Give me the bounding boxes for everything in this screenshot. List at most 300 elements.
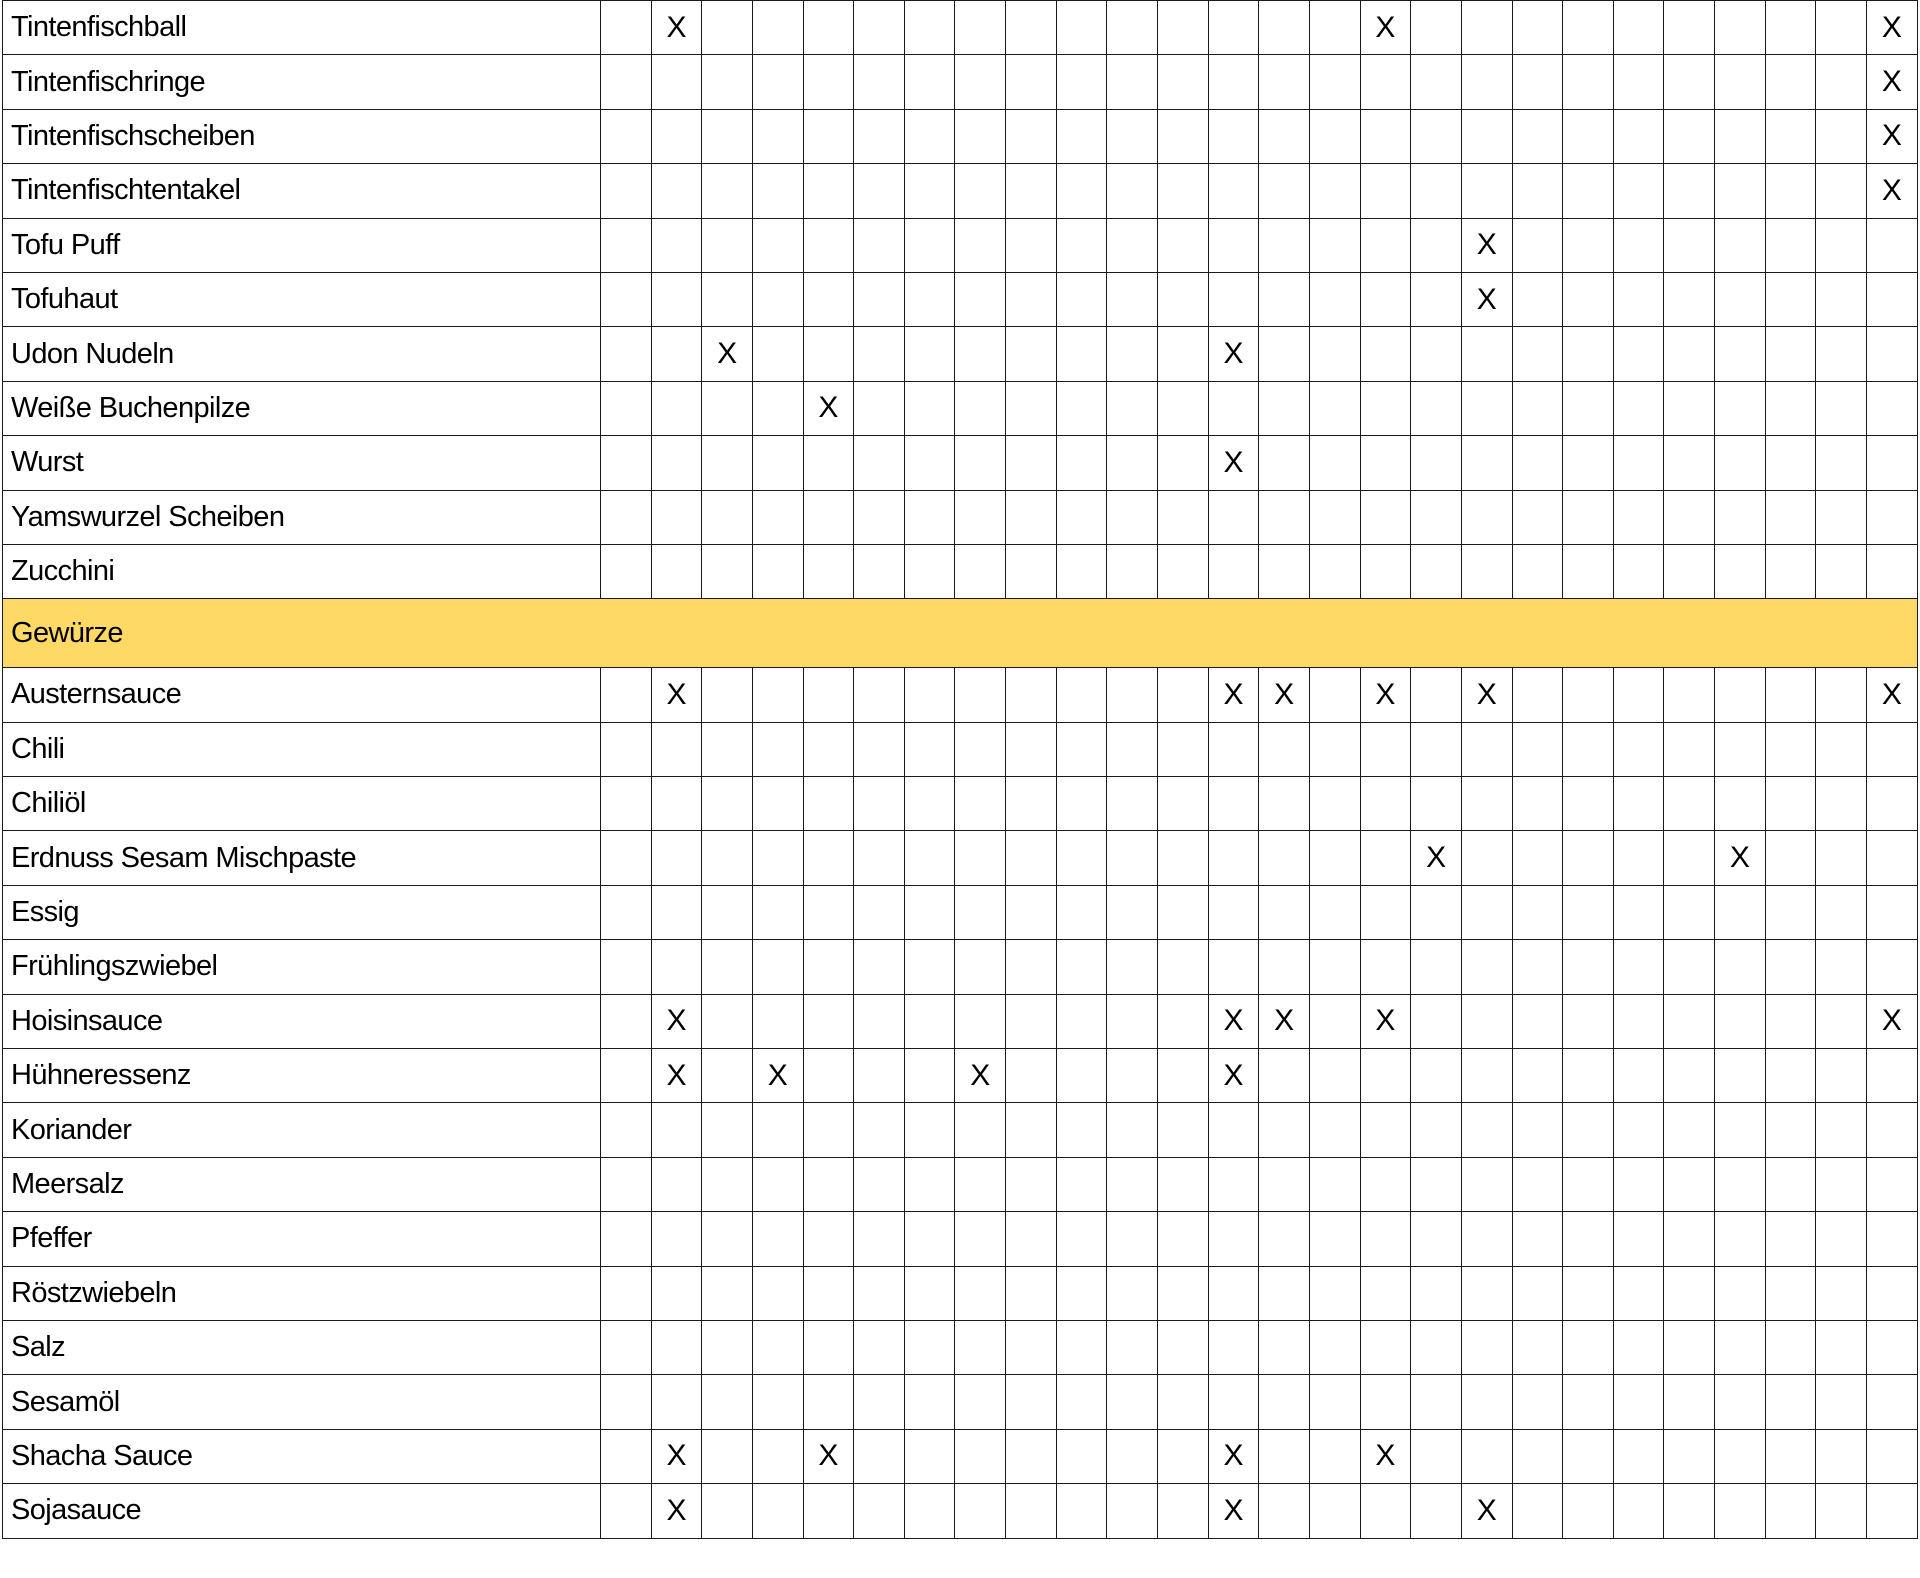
mark-cell-empty[interactable] bbox=[1259, 1049, 1310, 1103]
mark-cell-empty[interactable] bbox=[1107, 381, 1158, 435]
mark-cell-empty[interactable] bbox=[904, 109, 955, 163]
mark-cell-empty[interactable] bbox=[1563, 1212, 1614, 1266]
mark-cell-empty[interactable] bbox=[1765, 109, 1816, 163]
mark-cell-empty[interactable] bbox=[1664, 668, 1715, 722]
mark-cell-checked[interactable]: X bbox=[1259, 994, 1310, 1048]
mark-cell-empty[interactable] bbox=[1765, 1103, 1816, 1157]
mark-cell-empty[interactable] bbox=[904, 55, 955, 109]
mark-cell-empty[interactable] bbox=[955, 994, 1006, 1048]
mark-cell-empty[interactable] bbox=[1056, 490, 1107, 544]
mark-cell-empty[interactable] bbox=[1715, 1266, 1766, 1320]
mark-cell-empty[interactable] bbox=[1309, 777, 1360, 831]
mark-cell-empty[interactable] bbox=[1512, 1429, 1563, 1483]
mark-cell-empty[interactable] bbox=[904, 777, 955, 831]
mark-cell-empty[interactable] bbox=[803, 668, 854, 722]
mark-cell-empty[interactable] bbox=[1056, 1, 1107, 55]
mark-cell-empty[interactable] bbox=[854, 490, 905, 544]
mark-cell-empty[interactable] bbox=[1715, 109, 1766, 163]
mark-cell-empty[interactable] bbox=[904, 668, 955, 722]
mark-cell-empty[interactable] bbox=[1512, 490, 1563, 544]
mark-cell-checked[interactable]: X bbox=[1461, 218, 1512, 272]
mark-cell-empty[interactable] bbox=[1309, 55, 1360, 109]
mark-cell-empty[interactable] bbox=[904, 1320, 955, 1374]
mark-cell-empty[interactable] bbox=[1056, 327, 1107, 381]
mark-cell-empty[interactable] bbox=[1158, 1429, 1209, 1483]
mark-cell-empty[interactable] bbox=[702, 1212, 753, 1266]
mark-cell-empty[interactable] bbox=[651, 885, 702, 939]
mark-cell-empty[interactable] bbox=[1107, 1320, 1158, 1374]
mark-cell-empty[interactable] bbox=[651, 272, 702, 326]
mark-cell-empty[interactable] bbox=[752, 436, 803, 490]
mark-cell-empty[interactable] bbox=[702, 831, 753, 885]
mark-cell-empty[interactable] bbox=[1715, 668, 1766, 722]
mark-cell-empty[interactable] bbox=[1664, 885, 1715, 939]
mark-cell-empty[interactable] bbox=[1208, 1103, 1259, 1157]
mark-cell-empty[interactable] bbox=[1006, 544, 1057, 598]
mark-cell-empty[interactable] bbox=[955, 218, 1006, 272]
mark-cell-empty[interactable] bbox=[904, 490, 955, 544]
mark-cell-empty[interactable] bbox=[601, 994, 652, 1048]
mark-cell-empty[interactable] bbox=[752, 218, 803, 272]
mark-cell-empty[interactable] bbox=[651, 218, 702, 272]
mark-cell-empty[interactable] bbox=[651, 327, 702, 381]
mark-cell-empty[interactable] bbox=[803, 777, 854, 831]
mark-cell-empty[interactable] bbox=[1867, 1375, 1918, 1429]
mark-cell-empty[interactable] bbox=[1461, 1320, 1512, 1374]
mark-cell-empty[interactable] bbox=[1715, 436, 1766, 490]
mark-cell-empty[interactable] bbox=[1360, 544, 1411, 598]
mark-cell-empty[interactable] bbox=[1158, 327, 1209, 381]
mark-cell-empty[interactable] bbox=[1259, 940, 1310, 994]
mark-cell-empty[interactable] bbox=[1006, 1049, 1057, 1103]
mark-cell-checked[interactable]: X bbox=[752, 1049, 803, 1103]
mark-cell-empty[interactable] bbox=[1563, 436, 1614, 490]
mark-cell-empty[interactable] bbox=[601, 490, 652, 544]
mark-cell-empty[interactable] bbox=[1107, 272, 1158, 326]
mark-cell-empty[interactable] bbox=[1208, 1157, 1259, 1211]
mark-cell-empty[interactable] bbox=[1411, 218, 1462, 272]
mark-cell-empty[interactable] bbox=[1259, 777, 1310, 831]
mark-cell-empty[interactable] bbox=[803, 218, 854, 272]
ingredient-name-cell[interactable]: Austernsauce bbox=[3, 668, 601, 722]
mark-cell-empty[interactable] bbox=[1411, 436, 1462, 490]
mark-cell-empty[interactable] bbox=[1208, 164, 1259, 218]
mark-cell-empty[interactable] bbox=[1309, 831, 1360, 885]
ingredient-name-cell[interactable]: Tofu Puff bbox=[3, 218, 601, 272]
mark-cell-empty[interactable] bbox=[1208, 722, 1259, 776]
mark-cell-empty[interactable] bbox=[1158, 1049, 1209, 1103]
mark-cell-empty[interactable] bbox=[1816, 327, 1867, 381]
mark-cell-empty[interactable] bbox=[1715, 1157, 1766, 1211]
mark-cell-empty[interactable] bbox=[1512, 218, 1563, 272]
mark-cell-empty[interactable] bbox=[1006, 831, 1057, 885]
ingredient-name-cell[interactable]: Meersalz bbox=[3, 1157, 601, 1211]
mark-cell-empty[interactable] bbox=[601, 55, 652, 109]
mark-cell-empty[interactable] bbox=[904, 1266, 955, 1320]
ingredient-name-cell[interactable]: Yamswurzel Scheiben bbox=[3, 490, 601, 544]
mark-cell-empty[interactable] bbox=[1512, 1320, 1563, 1374]
mark-cell-empty[interactable] bbox=[1107, 490, 1158, 544]
mark-cell-empty[interactable] bbox=[651, 722, 702, 776]
mark-cell-empty[interactable] bbox=[1309, 164, 1360, 218]
mark-cell-empty[interactable] bbox=[803, 722, 854, 776]
mark-cell-empty[interactable] bbox=[1816, 55, 1867, 109]
mark-cell-empty[interactable] bbox=[651, 1157, 702, 1211]
mark-cell-empty[interactable] bbox=[1816, 1157, 1867, 1211]
mark-cell-empty[interactable] bbox=[1461, 1103, 1512, 1157]
mark-cell-empty[interactable] bbox=[1512, 1484, 1563, 1538]
ingredient-name-cell[interactable]: Sesamöl bbox=[3, 1375, 601, 1429]
mark-cell-empty[interactable] bbox=[1107, 1429, 1158, 1483]
mark-cell-empty[interactable] bbox=[1411, 55, 1462, 109]
mark-cell-empty[interactable] bbox=[1765, 381, 1816, 435]
mark-cell-empty[interactable] bbox=[1360, 1320, 1411, 1374]
mark-cell-empty[interactable] bbox=[1056, 1266, 1107, 1320]
mark-cell-empty[interactable] bbox=[1867, 1484, 1918, 1538]
mark-cell-empty[interactable] bbox=[702, 940, 753, 994]
mark-cell-checked[interactable]: X bbox=[1461, 668, 1512, 722]
mark-cell-empty[interactable] bbox=[1613, 1212, 1664, 1266]
mark-cell-empty[interactable] bbox=[1512, 164, 1563, 218]
mark-cell-empty[interactable] bbox=[1411, 164, 1462, 218]
mark-cell-empty[interactable] bbox=[601, 885, 652, 939]
ingredient-name-cell[interactable]: Tintenfischscheiben bbox=[3, 109, 601, 163]
mark-cell-empty[interactable] bbox=[1715, 218, 1766, 272]
mark-cell-empty[interactable] bbox=[955, 272, 1006, 326]
mark-cell-empty[interactable] bbox=[1309, 885, 1360, 939]
mark-cell-empty[interactable] bbox=[854, 1049, 905, 1103]
mark-cell-empty[interactable] bbox=[1613, 1429, 1664, 1483]
ingredient-name-cell[interactable]: Tintenfischtentakel bbox=[3, 164, 601, 218]
mark-cell-empty[interactable] bbox=[1867, 436, 1918, 490]
mark-cell-empty[interactable] bbox=[1309, 544, 1360, 598]
mark-cell-empty[interactable] bbox=[1816, 1320, 1867, 1374]
mark-cell-empty[interactable] bbox=[1563, 777, 1614, 831]
mark-cell-empty[interactable] bbox=[1056, 436, 1107, 490]
mark-cell-empty[interactable] bbox=[1765, 436, 1816, 490]
mark-cell-empty[interactable] bbox=[1512, 1157, 1563, 1211]
ingredient-name-cell[interactable]: Koriander bbox=[3, 1103, 601, 1157]
mark-cell-empty[interactable] bbox=[1360, 940, 1411, 994]
mark-cell-empty[interactable] bbox=[1259, 327, 1310, 381]
mark-cell-empty[interactable] bbox=[1765, 544, 1816, 598]
mark-cell-empty[interactable] bbox=[1006, 1375, 1057, 1429]
mark-cell-empty[interactable] bbox=[1411, 490, 1462, 544]
mark-cell-empty[interactable] bbox=[1867, 940, 1918, 994]
mark-cell-empty[interactable] bbox=[1715, 272, 1766, 326]
mark-cell-empty[interactable] bbox=[1765, 1429, 1816, 1483]
mark-cell-empty[interactable] bbox=[1512, 1103, 1563, 1157]
mark-cell-empty[interactable] bbox=[601, 327, 652, 381]
mark-cell-empty[interactable] bbox=[1259, 1484, 1310, 1538]
mark-cell-empty[interactable] bbox=[1664, 1, 1715, 55]
mark-cell-empty[interactable] bbox=[651, 1212, 702, 1266]
mark-cell-empty[interactable] bbox=[1158, 272, 1209, 326]
mark-cell-empty[interactable] bbox=[803, 1049, 854, 1103]
mark-cell-empty[interactable] bbox=[1867, 1212, 1918, 1266]
mark-cell-empty[interactable] bbox=[904, 1429, 955, 1483]
mark-cell-empty[interactable] bbox=[955, 1375, 1006, 1429]
mark-cell-empty[interactable] bbox=[1613, 544, 1664, 598]
mark-cell-empty[interactable] bbox=[1664, 1103, 1715, 1157]
mark-cell-empty[interactable] bbox=[1512, 327, 1563, 381]
mark-cell-empty[interactable] bbox=[955, 722, 1006, 776]
mark-cell-empty[interactable] bbox=[1461, 1266, 1512, 1320]
mark-cell-empty[interactable] bbox=[752, 1157, 803, 1211]
mark-cell-empty[interactable] bbox=[1613, 994, 1664, 1048]
mark-cell-checked[interactable]: X bbox=[651, 1049, 702, 1103]
mark-cell-empty[interactable] bbox=[854, 668, 905, 722]
mark-cell-empty[interactable] bbox=[1158, 831, 1209, 885]
mark-cell-empty[interactable] bbox=[1512, 544, 1563, 598]
mark-cell-empty[interactable] bbox=[1107, 1103, 1158, 1157]
mark-cell-empty[interactable] bbox=[651, 109, 702, 163]
mark-cell-empty[interactable] bbox=[854, 1484, 905, 1538]
mark-cell-empty[interactable] bbox=[601, 1049, 652, 1103]
mark-cell-empty[interactable] bbox=[803, 164, 854, 218]
mark-cell-empty[interactable] bbox=[1158, 436, 1209, 490]
mark-cell-empty[interactable] bbox=[1006, 1103, 1057, 1157]
mark-cell-empty[interactable] bbox=[1867, 218, 1918, 272]
mark-cell-empty[interactable] bbox=[955, 1, 1006, 55]
mark-cell-empty[interactable] bbox=[1309, 381, 1360, 435]
mark-cell-empty[interactable] bbox=[1309, 1375, 1360, 1429]
mark-cell-empty[interactable] bbox=[1613, 109, 1664, 163]
mark-cell-empty[interactable] bbox=[1867, 1157, 1918, 1211]
mark-cell-empty[interactable] bbox=[702, 490, 753, 544]
mark-cell-empty[interactable] bbox=[1816, 1375, 1867, 1429]
mark-cell-checked[interactable]: X bbox=[1867, 109, 1918, 163]
mark-cell-empty[interactable] bbox=[1259, 490, 1310, 544]
mark-cell-empty[interactable] bbox=[1613, 1266, 1664, 1320]
mark-cell-empty[interactable] bbox=[1613, 164, 1664, 218]
mark-cell-empty[interactable] bbox=[854, 994, 905, 1048]
mark-cell-empty[interactable] bbox=[803, 1212, 854, 1266]
mark-cell-empty[interactable] bbox=[1360, 490, 1411, 544]
mark-cell-empty[interactable] bbox=[1360, 831, 1411, 885]
ingredient-name-cell[interactable]: Salz bbox=[3, 1320, 601, 1374]
mark-cell-empty[interactable] bbox=[904, 1, 955, 55]
mark-cell-empty[interactable] bbox=[1563, 327, 1614, 381]
mark-cell-empty[interactable] bbox=[854, 164, 905, 218]
mark-cell-empty[interactable] bbox=[1309, 1049, 1360, 1103]
mark-cell-empty[interactable] bbox=[1563, 55, 1614, 109]
mark-cell-empty[interactable] bbox=[1107, 940, 1158, 994]
mark-cell-empty[interactable] bbox=[955, 1212, 1006, 1266]
mark-cell-empty[interactable] bbox=[955, 1266, 1006, 1320]
mark-cell-empty[interactable] bbox=[601, 1157, 652, 1211]
mark-cell-empty[interactable] bbox=[601, 940, 652, 994]
mark-cell-empty[interactable] bbox=[1107, 1157, 1158, 1211]
mark-cell-empty[interactable] bbox=[955, 381, 1006, 435]
mark-cell-empty[interactable] bbox=[1006, 109, 1057, 163]
mark-cell-empty[interactable] bbox=[1208, 1266, 1259, 1320]
mark-cell-empty[interactable] bbox=[1360, 1266, 1411, 1320]
mark-cell-empty[interactable] bbox=[1158, 1103, 1209, 1157]
mark-cell-empty[interactable] bbox=[1107, 55, 1158, 109]
mark-cell-empty[interactable] bbox=[1867, 722, 1918, 776]
mark-cell-empty[interactable] bbox=[1208, 272, 1259, 326]
mark-cell-empty[interactable] bbox=[1259, 1, 1310, 55]
mark-cell-empty[interactable] bbox=[1512, 1375, 1563, 1429]
mark-cell-empty[interactable] bbox=[1765, 1320, 1816, 1374]
mark-cell-empty[interactable] bbox=[1715, 994, 1766, 1048]
mark-cell-empty[interactable] bbox=[1512, 109, 1563, 163]
mark-cell-empty[interactable] bbox=[955, 436, 1006, 490]
mark-cell-empty[interactable] bbox=[803, 885, 854, 939]
mark-cell-empty[interactable] bbox=[1259, 1212, 1310, 1266]
mark-cell-empty[interactable] bbox=[1512, 1212, 1563, 1266]
mark-cell-empty[interactable] bbox=[1259, 1429, 1310, 1483]
mark-cell-empty[interactable] bbox=[1664, 381, 1715, 435]
mark-cell-empty[interactable] bbox=[803, 1266, 854, 1320]
mark-cell-checked[interactable]: X bbox=[955, 1049, 1006, 1103]
mark-cell-empty[interactable] bbox=[1563, 1320, 1614, 1374]
mark-cell-empty[interactable] bbox=[1411, 1049, 1462, 1103]
mark-cell-empty[interactable] bbox=[1715, 940, 1766, 994]
mark-cell-empty[interactable] bbox=[1259, 436, 1310, 490]
mark-cell-empty[interactable] bbox=[1613, 831, 1664, 885]
mark-cell-empty[interactable] bbox=[1816, 1212, 1867, 1266]
mark-cell-empty[interactable] bbox=[1411, 1266, 1462, 1320]
mark-cell-empty[interactable] bbox=[1816, 885, 1867, 939]
mark-cell-empty[interactable] bbox=[1867, 544, 1918, 598]
mark-cell-empty[interactable] bbox=[1006, 1484, 1057, 1538]
mark-cell-empty[interactable] bbox=[1411, 1, 1462, 55]
mark-cell-empty[interactable] bbox=[1158, 490, 1209, 544]
mark-cell-checked[interactable]: X bbox=[1360, 1429, 1411, 1483]
mark-cell-empty[interactable] bbox=[1816, 1484, 1867, 1538]
mark-cell-empty[interactable] bbox=[904, 1103, 955, 1157]
mark-cell-empty[interactable] bbox=[1461, 885, 1512, 939]
mark-cell-empty[interactable] bbox=[1867, 1049, 1918, 1103]
mark-cell-empty[interactable] bbox=[752, 109, 803, 163]
mark-cell-empty[interactable] bbox=[1613, 1157, 1664, 1211]
mark-cell-empty[interactable] bbox=[1664, 218, 1715, 272]
mark-cell-empty[interactable] bbox=[702, 1103, 753, 1157]
mark-cell-empty[interactable] bbox=[1715, 1103, 1766, 1157]
mark-cell-empty[interactable] bbox=[1613, 1049, 1664, 1103]
mark-cell-empty[interactable] bbox=[1259, 381, 1310, 435]
ingredient-name-cell[interactable]: Tintenfischball bbox=[3, 1, 601, 55]
mark-cell-empty[interactable] bbox=[601, 436, 652, 490]
mark-cell-empty[interactable] bbox=[1765, 1157, 1816, 1211]
mark-cell-empty[interactable] bbox=[854, 1103, 905, 1157]
mark-cell-empty[interactable] bbox=[1765, 272, 1816, 326]
mark-cell-empty[interactable] bbox=[1613, 1375, 1664, 1429]
mark-cell-empty[interactable] bbox=[1715, 722, 1766, 776]
mark-cell-empty[interactable] bbox=[803, 327, 854, 381]
mark-cell-empty[interactable] bbox=[854, 544, 905, 598]
mark-cell-empty[interactable] bbox=[1461, 1, 1512, 55]
category-label[interactable]: Gewürze bbox=[3, 599, 1918, 668]
mark-cell-checked[interactable]: X bbox=[651, 1429, 702, 1483]
mark-cell-empty[interactable] bbox=[1208, 1320, 1259, 1374]
mark-cell-empty[interactable] bbox=[1158, 940, 1209, 994]
mark-cell-empty[interactable] bbox=[1107, 436, 1158, 490]
mark-cell-empty[interactable] bbox=[1208, 885, 1259, 939]
mark-cell-empty[interactable] bbox=[752, 1266, 803, 1320]
mark-cell-empty[interactable] bbox=[1107, 831, 1158, 885]
mark-cell-empty[interactable] bbox=[1309, 1, 1360, 55]
mark-cell-empty[interactable] bbox=[1816, 272, 1867, 326]
mark-cell-empty[interactable] bbox=[1613, 1484, 1664, 1538]
mark-cell-empty[interactable] bbox=[1006, 1, 1057, 55]
mark-cell-empty[interactable] bbox=[904, 381, 955, 435]
mark-cell-empty[interactable] bbox=[1816, 1, 1867, 55]
mark-cell-empty[interactable] bbox=[702, 109, 753, 163]
mark-cell-empty[interactable] bbox=[1512, 1049, 1563, 1103]
mark-cell-empty[interactable] bbox=[1056, 1103, 1107, 1157]
mark-cell-empty[interactable] bbox=[1158, 218, 1209, 272]
mark-cell-empty[interactable] bbox=[601, 1, 652, 55]
mark-cell-empty[interactable] bbox=[1208, 55, 1259, 109]
mark-cell-empty[interactable] bbox=[803, 940, 854, 994]
ingredient-name-cell[interactable]: Tintenfischringe bbox=[3, 55, 601, 109]
mark-cell-empty[interactable] bbox=[1360, 1049, 1411, 1103]
mark-cell-empty[interactable] bbox=[803, 1, 854, 55]
mark-cell-empty[interactable] bbox=[702, 1157, 753, 1211]
mark-cell-empty[interactable] bbox=[854, 218, 905, 272]
mark-cell-empty[interactable] bbox=[752, 164, 803, 218]
mark-cell-empty[interactable] bbox=[1461, 490, 1512, 544]
mark-cell-empty[interactable] bbox=[1259, 1266, 1310, 1320]
mark-cell-empty[interactable] bbox=[1158, 109, 1209, 163]
mark-cell-checked[interactable]: X bbox=[1461, 1484, 1512, 1538]
mark-cell-empty[interactable] bbox=[1158, 1266, 1209, 1320]
mark-cell-empty[interactable] bbox=[1461, 436, 1512, 490]
mark-cell-empty[interactable] bbox=[904, 940, 955, 994]
mark-cell-empty[interactable] bbox=[1006, 1320, 1057, 1374]
mark-cell-empty[interactable] bbox=[1006, 1266, 1057, 1320]
mark-cell-empty[interactable] bbox=[1563, 544, 1614, 598]
mark-cell-empty[interactable] bbox=[702, 544, 753, 598]
mark-cell-empty[interactable] bbox=[752, 1375, 803, 1429]
mark-cell-empty[interactable] bbox=[1461, 1429, 1512, 1483]
mark-cell-empty[interactable] bbox=[1461, 164, 1512, 218]
mark-cell-empty[interactable] bbox=[1309, 994, 1360, 1048]
mark-cell-empty[interactable] bbox=[854, 1157, 905, 1211]
mark-cell-empty[interactable] bbox=[1107, 994, 1158, 1048]
mark-cell-empty[interactable] bbox=[1107, 1, 1158, 55]
mark-cell-empty[interactable] bbox=[803, 272, 854, 326]
mark-cell-checked[interactable]: X bbox=[803, 1429, 854, 1483]
mark-cell-empty[interactable] bbox=[1056, 940, 1107, 994]
mark-cell-empty[interactable] bbox=[1259, 831, 1310, 885]
mark-cell-empty[interactable] bbox=[651, 436, 702, 490]
mark-cell-empty[interactable] bbox=[1765, 994, 1816, 1048]
mark-cell-checked[interactable]: X bbox=[1208, 1484, 1259, 1538]
mark-cell-empty[interactable] bbox=[1765, 218, 1816, 272]
mark-cell-empty[interactable] bbox=[752, 722, 803, 776]
mark-cell-empty[interactable] bbox=[955, 490, 1006, 544]
mark-cell-empty[interactable] bbox=[752, 1103, 803, 1157]
mark-cell-empty[interactable] bbox=[1006, 722, 1057, 776]
mark-cell-empty[interactable] bbox=[904, 544, 955, 598]
mark-cell-empty[interactable] bbox=[1006, 381, 1057, 435]
mark-cell-empty[interactable] bbox=[1765, 1049, 1816, 1103]
mark-cell-empty[interactable] bbox=[1107, 722, 1158, 776]
mark-cell-empty[interactable] bbox=[1461, 777, 1512, 831]
mark-cell-empty[interactable] bbox=[601, 1103, 652, 1157]
mark-cell-empty[interactable] bbox=[601, 164, 652, 218]
mark-cell-empty[interactable] bbox=[1107, 668, 1158, 722]
mark-cell-empty[interactable] bbox=[1715, 885, 1766, 939]
mark-cell-empty[interactable] bbox=[1056, 722, 1107, 776]
mark-cell-empty[interactable] bbox=[904, 1212, 955, 1266]
mark-cell-empty[interactable] bbox=[601, 1320, 652, 1374]
mark-cell-empty[interactable] bbox=[955, 164, 1006, 218]
